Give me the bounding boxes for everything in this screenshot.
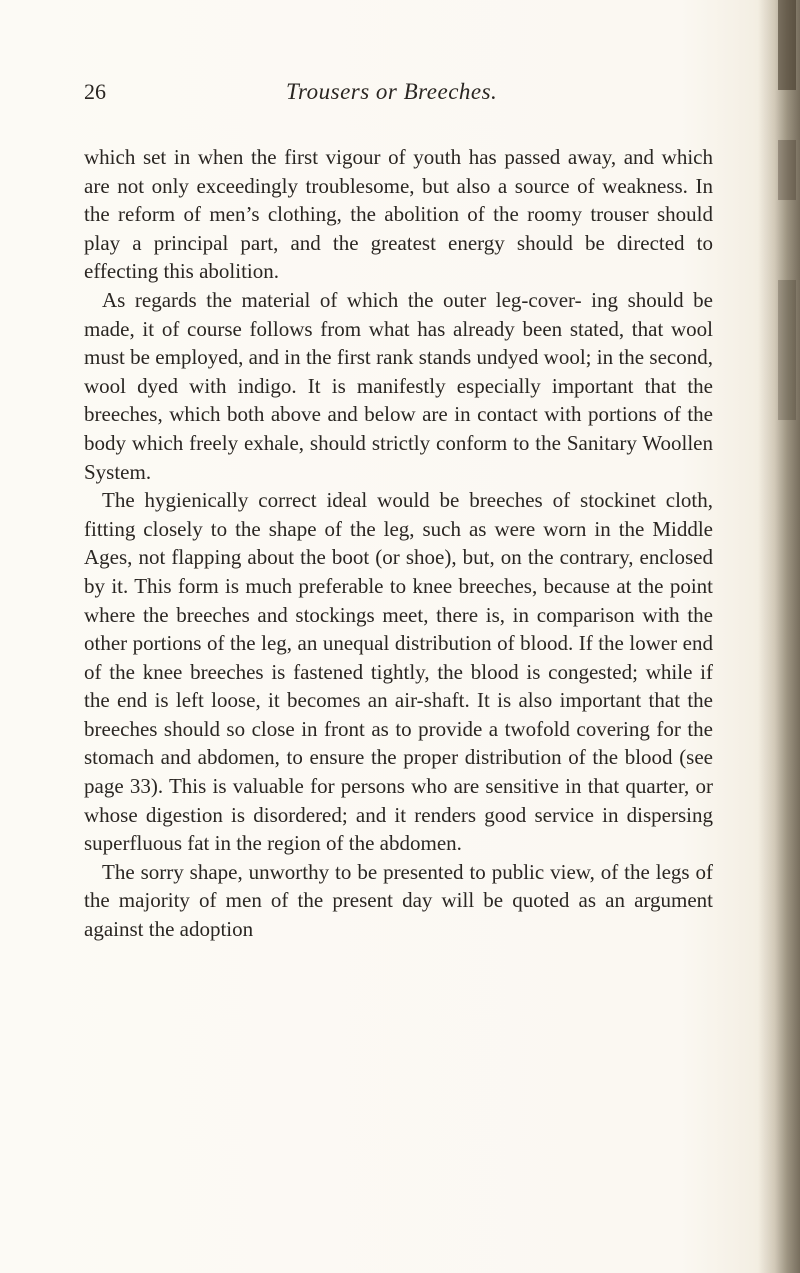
page-header <box>84 79 714 119</box>
paragraph: The hygienically correct ideal would be breeches of stockinet cloth, fitting closely to the shape of the leg, such as were worn in the Middle Ages, not flapping about the boot (or shoe), but, on the contrary, enclosed by it. This form is much preferable to knee breeches, because at the point where the breeches and stockings meet, there is, in comparison with the other portions of the leg, an unequal distribution of blood. If the lower end of the knee breeches is fastened tightly, the blood is congested; while if the end is left loose, it becomes an air-shaft. It is also important that the breeches should so close in front as to provide a twofold covering for the stomach and abdomen, to ensure the proper distribution of the blood (see page 33). This is valuable for persons who are sensitive in that quarter, or whose digestion is disordered; and it renders good service in dispersing superfluous fat in the region of the abdomen. <box>84 488 713 856</box>
paragraph: The sorry shape, unworthy to be presented to public view, of the legs of the majority of men of the present day will be quoted as an argument against the adoption <box>84 859 713 942</box>
page-number: 26 <box>84 79 106 104</box>
paragraph: which set in when the first vigour of youth has passed away, and which are not only exceedingly troublesome, but also a source of weakness. In the reform of men’s clothing, the abolition of the roomy trouser should play a principal part, and the greatest energy should be directed to effecting this abolition. <box>84 145 713 284</box>
book-binding-edge <box>758 0 800 1273</box>
body-text <box>84 143 713 944</box>
paragraph: As regards the material of which the outer leg-cover- ing should be made, it of course follows from what has already been stated, that wool must be employed, and in the first rank stands undyed wool; in the second, wool dyed with indigo. It is manifestly especially important that the breeches, which both above and below are in contact with portions of the body which freely exhale, should strictly conform to the Sanitary Woollen System. <box>84 287 713 484</box>
binding-shadow <box>778 280 796 420</box>
binding-shadow <box>778 0 796 90</box>
running-title: Trousers or Breeches. <box>286 79 498 104</box>
binding-shadow <box>778 140 796 200</box>
